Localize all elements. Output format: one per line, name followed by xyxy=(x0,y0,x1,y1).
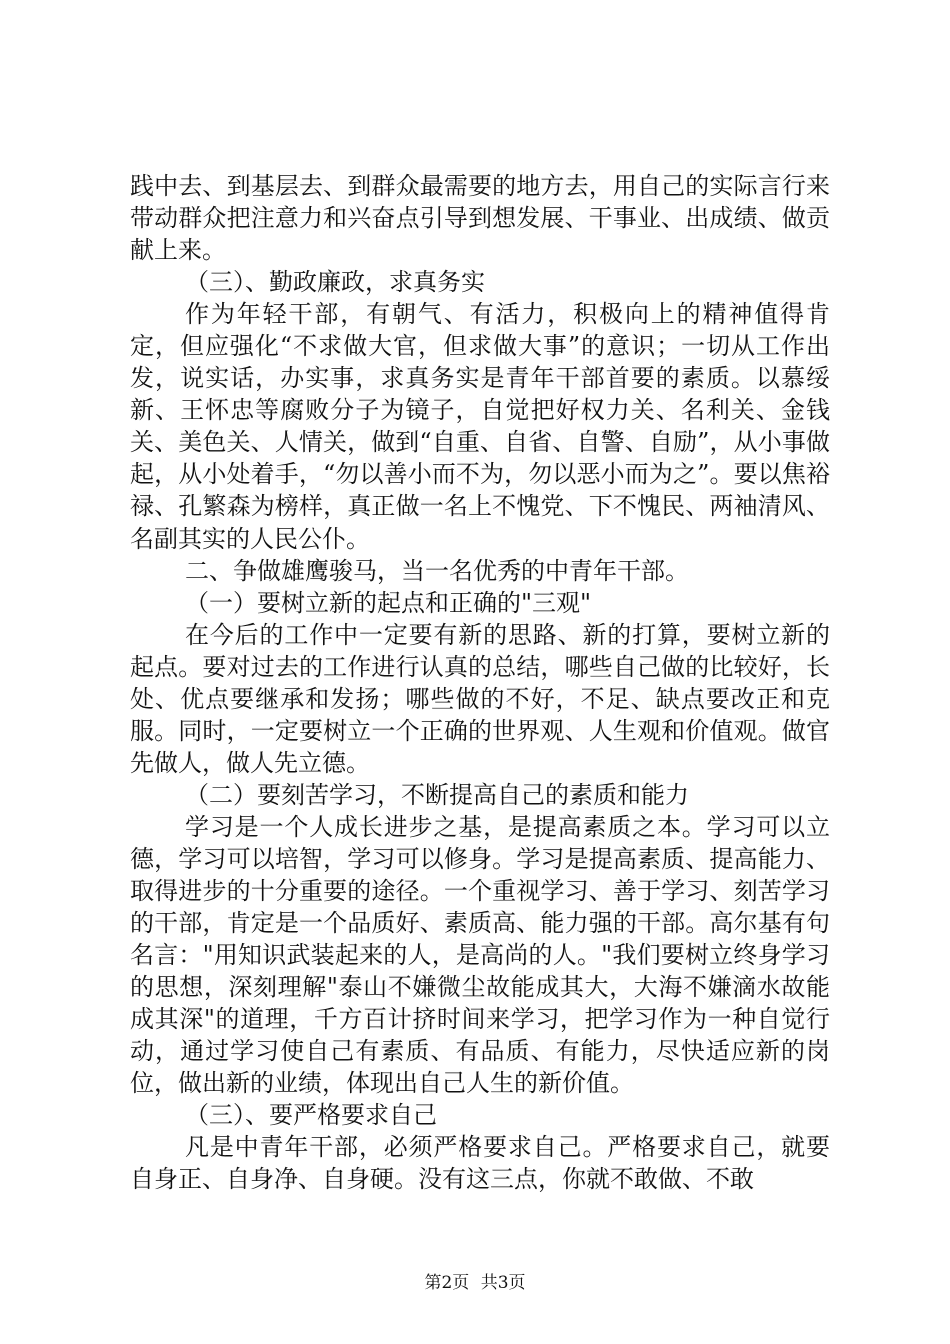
paragraph: 凡是中青年干部，必须严格要求自己。严格要求自己，就要自身正、自身净、自身硬。没有这三点，你就不敢做、不敢 xyxy=(130,1133,830,1194)
page-total: 共3页 xyxy=(480,1273,526,1293)
section-heading: （三）、要严格要求自己 xyxy=(185,1101,437,1130)
document-body xyxy=(130,170,830,1196)
paragraph: 在今后的工作中一定要有新的思路、新的打算，要树立新的起点。要对过去的工作进行认真的总结，哪些自己做的比较好，长处、优点要继承和发扬；哪些做的不好，不足、缺点要改正和克服。同时，一定要树立一个正确的世界观、人生观和价值观。做官先做人，做人先立德。 xyxy=(130,620,830,777)
section-heading: 二、争做雄鹰骏马，当一名优秀的中青年干部。 xyxy=(185,556,689,585)
paragraph-continuation: 践中去、到基层去、到群众最需要的地方去，用自己的实际言行来带动群众把注意力和兴奋点引导到想发展、干事业、出成绩、做贡献上来。 xyxy=(130,172,830,265)
page-footer xyxy=(0,1268,950,1293)
paragraph: 学习是一个人成长进步之基，是提高素质之本。学习可以立德，学习可以培智，学习可以修身。学习是提高素质、提高能力、取得进步的十分重要的途径。一个重视学习、善于学习、刻苦学习的干部，肯定是一个品质好、素质高、能力强的干部。高尔基有句名言："用知识武装起来的人，是高尚的人。"我们要树立终身学习的思想，深刻理解"泰山不嫌微尘故能成其大，大海不嫌滴水故能成其深"的道理，千方百计挤时间来学习，把学习作为一种自觉行动，通过学习使自己有素质、有品质、有能力，尽快适应新的岗位，做出新的业绩，体现出自己人生的新价值。 xyxy=(130,812,830,1098)
section-heading: （二）要刻苦学习，不断提高自己的素质和能力 xyxy=(185,780,689,809)
section-heading: （一）要树立新的起点和正确的"三观" xyxy=(185,588,592,617)
section-heading: （三）、勤政廉政，求真务实 xyxy=(185,268,485,297)
paragraph: 作为年轻干部，有朝气、有活力，积极向上的精神值得肯定，但应强化“不求做大官，但求做大事”的意识；一切从工作出发，说实话，办实事，求真务实是青年干部首要的素质。以慕绥新、王怀忠等腐败分子为镜子，自觉把好权力关、名利关、金钱关、美色关、人情关，做到“自重、自省、自警、自励”，从小事做起，从小处着手，“勿以善小而不为，勿以恶小而为之”。要以焦裕禄、孔繁森为榜样，真正做一名上不愧党、下不愧民、两袖清风、名副其实的人民公仆。 xyxy=(130,300,830,553)
page-number: 第2页 xyxy=(424,1273,470,1293)
